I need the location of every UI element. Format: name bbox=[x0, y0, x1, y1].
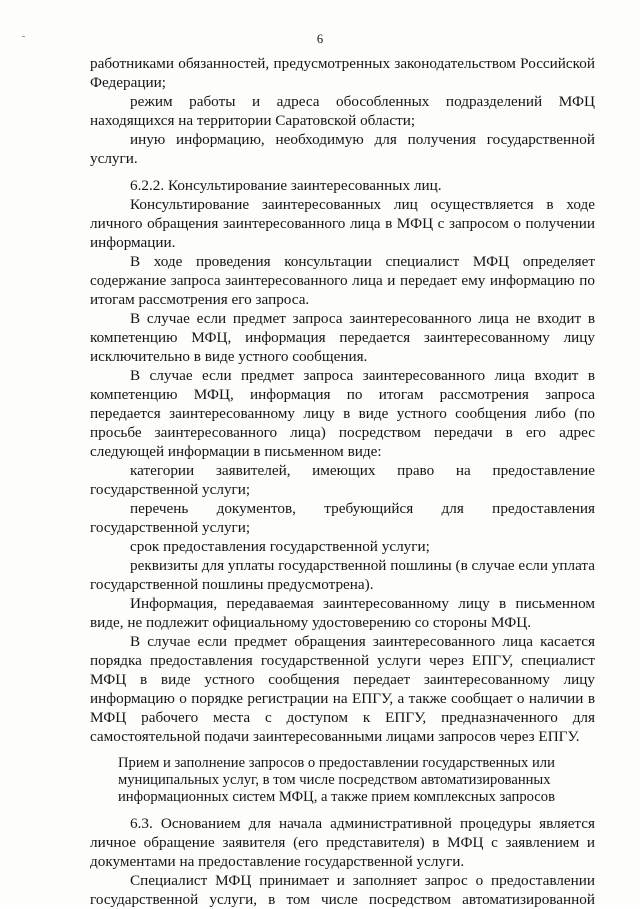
page-number: 6 bbox=[316, 32, 324, 46]
list-item: срок предоставления государственной услуги; bbox=[130, 538, 430, 555]
section-subheading: 6.2.2. Консультирование заинтересованных лиц. bbox=[130, 177, 442, 194]
paragraph: В случае если предмет запроса заинтересованного лица входит в компетенцию МФЦ, информация по итогам рассмотрения запроса передается заинтересованному лицу в виде устного сообщения либо (по просьбе заинтересованного лица) посредством передачи в его адрес следующей информации в письменном виде: bbox=[90, 367, 595, 460]
paragraph: В ходе проведения консультации специалист МФЦ определяет содержание запроса заинтересованного лица и передает ему информацию по итогам рассмотрения его запроса. bbox=[90, 253, 595, 308]
document-body bbox=[90, 54, 595, 909]
list-item: перечень документов, требующийся для предоставления государственной услуги; bbox=[90, 500, 595, 536]
paragraph: В случае если предмет запроса заинтересованного лица не входит в компетенцию МФЦ, информация передается заинтересованному лицу исключительно в виде устного сообщения. bbox=[90, 310, 595, 365]
paragraph: 6.3. Основанием для начала административной процедуры является личное обращение заявителя (его представителя) в МФЦ с заявлением и документами на предоставление государственной услуги. bbox=[90, 815, 595, 870]
section-heading: Прием и заполнение запросов о предоставлении государственных или муниципальных услуг, в том числе посредством автоматизированных информационных систем МФЦ, а также прием комплексных запросов bbox=[118, 755, 555, 805]
list-item: реквизиты для уплаты государственной пошлины (в случае если уплата государственной пошлины предусмотрена). bbox=[90, 557, 595, 593]
paragraph: режим работы и адреса обособленных подразделений МФЦ находящихся на территории Саратовской области; bbox=[90, 93, 595, 129]
paragraph: В случае если предмет обращения заинтересованного лица касается порядка предоставления государственной услуги через ЕПГУ, специалист МФЦ в виде устного сообщения передает заинтересованному лицу информацию о порядке регистрации на ЕПГУ, а также сообщает о наличии в МФЦ рабочего места с доступом к ЕПГУ, предназначенного для самостоятельной подачи заинтересованными лицами запросов через ЕПГУ. bbox=[90, 633, 595, 745]
paragraph: Консультирование заинтересованных лиц осуществляется в ходе личного обращения заинтересованного лица в МФЦ с запросом о получении информации. bbox=[90, 196, 595, 251]
paragraph: иную информацию, необходимую для получения государственной услуги. bbox=[90, 131, 595, 167]
paragraph: Специалист МФЦ принимает и заполняет запрос о предоставлении государственной услуги, в том числе посредством автоматизированной bbox=[90, 872, 595, 908]
list-item: категории заявителей, имеющих право на предоставление государственной услуги; bbox=[90, 462, 595, 498]
paragraph: Информация, передаваемая заинтересованному лицу в письменном виде, не подлежит официальному удостоверению со стороны МФЦ. bbox=[90, 595, 595, 631]
paragraph: работниками обязанностей, предусмотренных законодательством Российской Федерации; bbox=[90, 55, 595, 91]
